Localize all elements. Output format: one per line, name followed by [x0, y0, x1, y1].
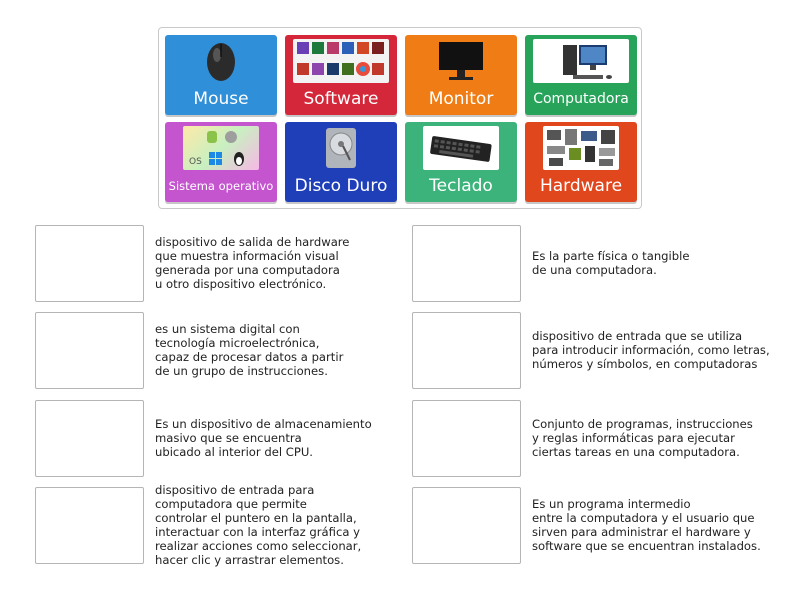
drop-slot-2[interactable] [412, 225, 521, 302]
tile-label: Monitor [428, 89, 494, 109]
description-7: dispositivo de entrada para computadora que permite controlar el puntero en la pantalla, interactuar con la interfaz gráfica y realizar acciones como seleccionar, hacer clic y arrastrar elementos. [155, 483, 362, 567]
description-3: es un sistema digital con tecnología microelectrónica, capaz de procesar datos a partir de un grupo de instrucciones. [155, 322, 344, 378]
tile-monitor[interactable] [405, 35, 517, 115]
answer-tile-tray [158, 27, 642, 209]
tile-disco-duro[interactable] [285, 122, 397, 202]
tile-label: Sistema operativo [168, 179, 274, 193]
tile-label: Mouse [193, 89, 249, 109]
tile-label: Computadora [533, 91, 629, 107]
desktop-computer-icon [533, 39, 629, 83]
keyboard-icon [423, 126, 499, 170]
tile-computadora[interactable] [525, 35, 637, 115]
monitor-icon [423, 39, 499, 83]
tile-hardware[interactable] [525, 122, 637, 202]
drop-slot-8[interactable] [412, 487, 521, 564]
operating-system-logos-icon [183, 126, 259, 170]
tile-mouse[interactable] [165, 35, 277, 115]
drop-slot-3[interactable] [35, 312, 144, 389]
drop-slot-4[interactable] [412, 312, 521, 389]
description-6: Conjunto de programas, instrucciones y reglas informáticas para ejecutar ciertas tareas en una computadora. [532, 417, 753, 459]
drop-slot-7[interactable] [35, 487, 144, 564]
tile-teclado[interactable] [405, 122, 517, 202]
drop-slot-5[interactable] [35, 400, 144, 477]
tile-software[interactable] [285, 35, 397, 115]
description-1: dispositivo de salida de hardware que muestra información visual generada por una computadora u otro dispositivo electrónico. [155, 235, 350, 291]
tile-label: Hardware [539, 176, 623, 196]
hardware-devices-icon [543, 126, 619, 170]
drop-slot-6[interactable] [412, 400, 521, 477]
description-8: Es un programa intermedio entre la computadora y el usuario que sirven para administrar el hardware y software que se encuentran instalados. [532, 497, 761, 553]
software-apps-icon [293, 39, 389, 83]
description-4: dispositivo de entrada que se utiliza para introducir información, como letras, números y símbolos, en computadoras [532, 329, 770, 371]
drop-slot-1[interactable] [35, 225, 144, 302]
tile-label: Teclado [429, 176, 493, 196]
tile-label: Software [303, 89, 379, 109]
mouse-icon [183, 39, 259, 83]
tile-sistema-operativo[interactable] [165, 122, 277, 202]
svg-text:OS: OS [189, 157, 202, 167]
description-2: Es la parte física o tangible de una computadora. [532, 249, 690, 277]
hard-drive-icon [303, 126, 379, 170]
tile-label: Disco Duro [294, 176, 388, 196]
description-5: Es un dispositivo de almacenamiento masivo que se encuentra ubicado al interior del CPU. [155, 417, 372, 459]
